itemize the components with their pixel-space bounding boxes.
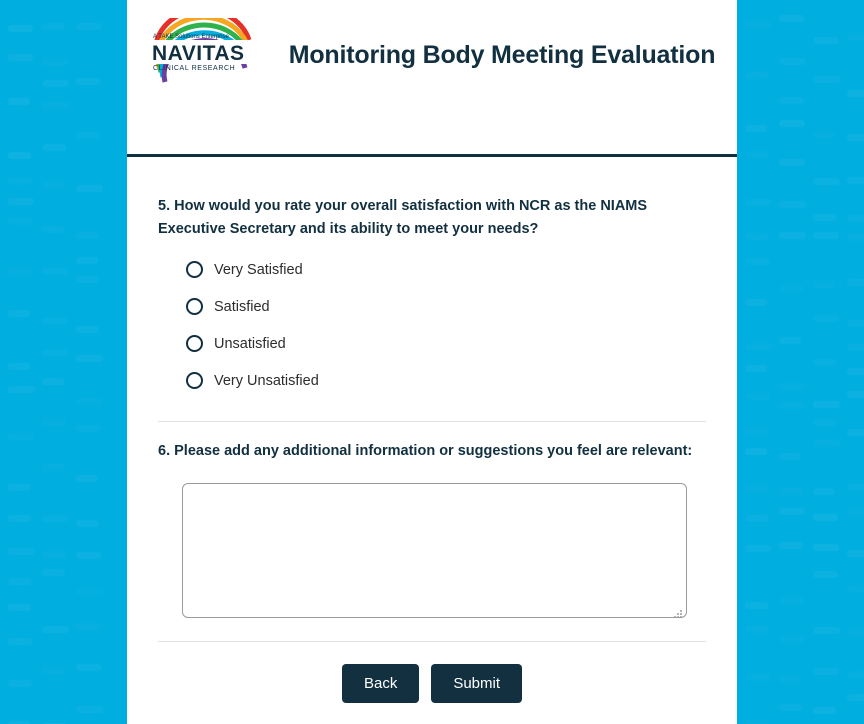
svg-text:NAVITAS: NAVITAS bbox=[152, 42, 245, 65]
option-label: Very Satisfied bbox=[214, 261, 303, 278]
form-actions bbox=[158, 642, 706, 703]
question-5-text: 5. How would you rate your overall satisfaction with NCR as the NIAMS Executive Secretary and its ability to meet your needs? bbox=[158, 198, 648, 237]
question-6 bbox=[158, 422, 706, 642]
option-unsatisfied[interactable] bbox=[162, 325, 706, 362]
question-5-options bbox=[158, 251, 706, 399]
svg-text:A TAKE Solutions Enterprise: A TAKE Solutions Enterprise bbox=[153, 34, 229, 40]
svg-text:CLINICAL RESEARCH: CLINICAL RESEARCH bbox=[153, 65, 236, 72]
radio-icon[interactable] bbox=[186, 261, 203, 278]
additional-comments-textarea[interactable] bbox=[182, 483, 687, 618]
radio-icon[interactable] bbox=[186, 298, 203, 315]
submit-button[interactable]: Submit bbox=[431, 664, 522, 703]
option-very-satisfied[interactable] bbox=[162, 251, 706, 288]
question-6-text: 6. Please add any additional information or suggestions you feel are relevant: bbox=[158, 443, 693, 459]
option-satisfied[interactable] bbox=[162, 288, 706, 325]
form-header bbox=[127, 0, 737, 157]
form-body bbox=[127, 157, 737, 703]
option-label: Satisfied bbox=[214, 298, 270, 315]
back-button[interactable]: Back bbox=[342, 664, 419, 703]
survey-form-sheet bbox=[127, 0, 737, 724]
option-label: Very Unsatisfied bbox=[214, 372, 319, 389]
question-5 bbox=[158, 157, 706, 422]
question-6-input-area bbox=[158, 473, 706, 623]
radio-icon[interactable] bbox=[186, 372, 203, 389]
option-very-unsatisfied[interactable] bbox=[162, 362, 706, 399]
option-label: Unsatisfied bbox=[214, 335, 286, 352]
navitas-logo-icon bbox=[149, 18, 259, 84]
radio-icon[interactable] bbox=[186, 335, 203, 352]
page-title: Monitoring Body Meeting Evaluation bbox=[288, 41, 716, 69]
